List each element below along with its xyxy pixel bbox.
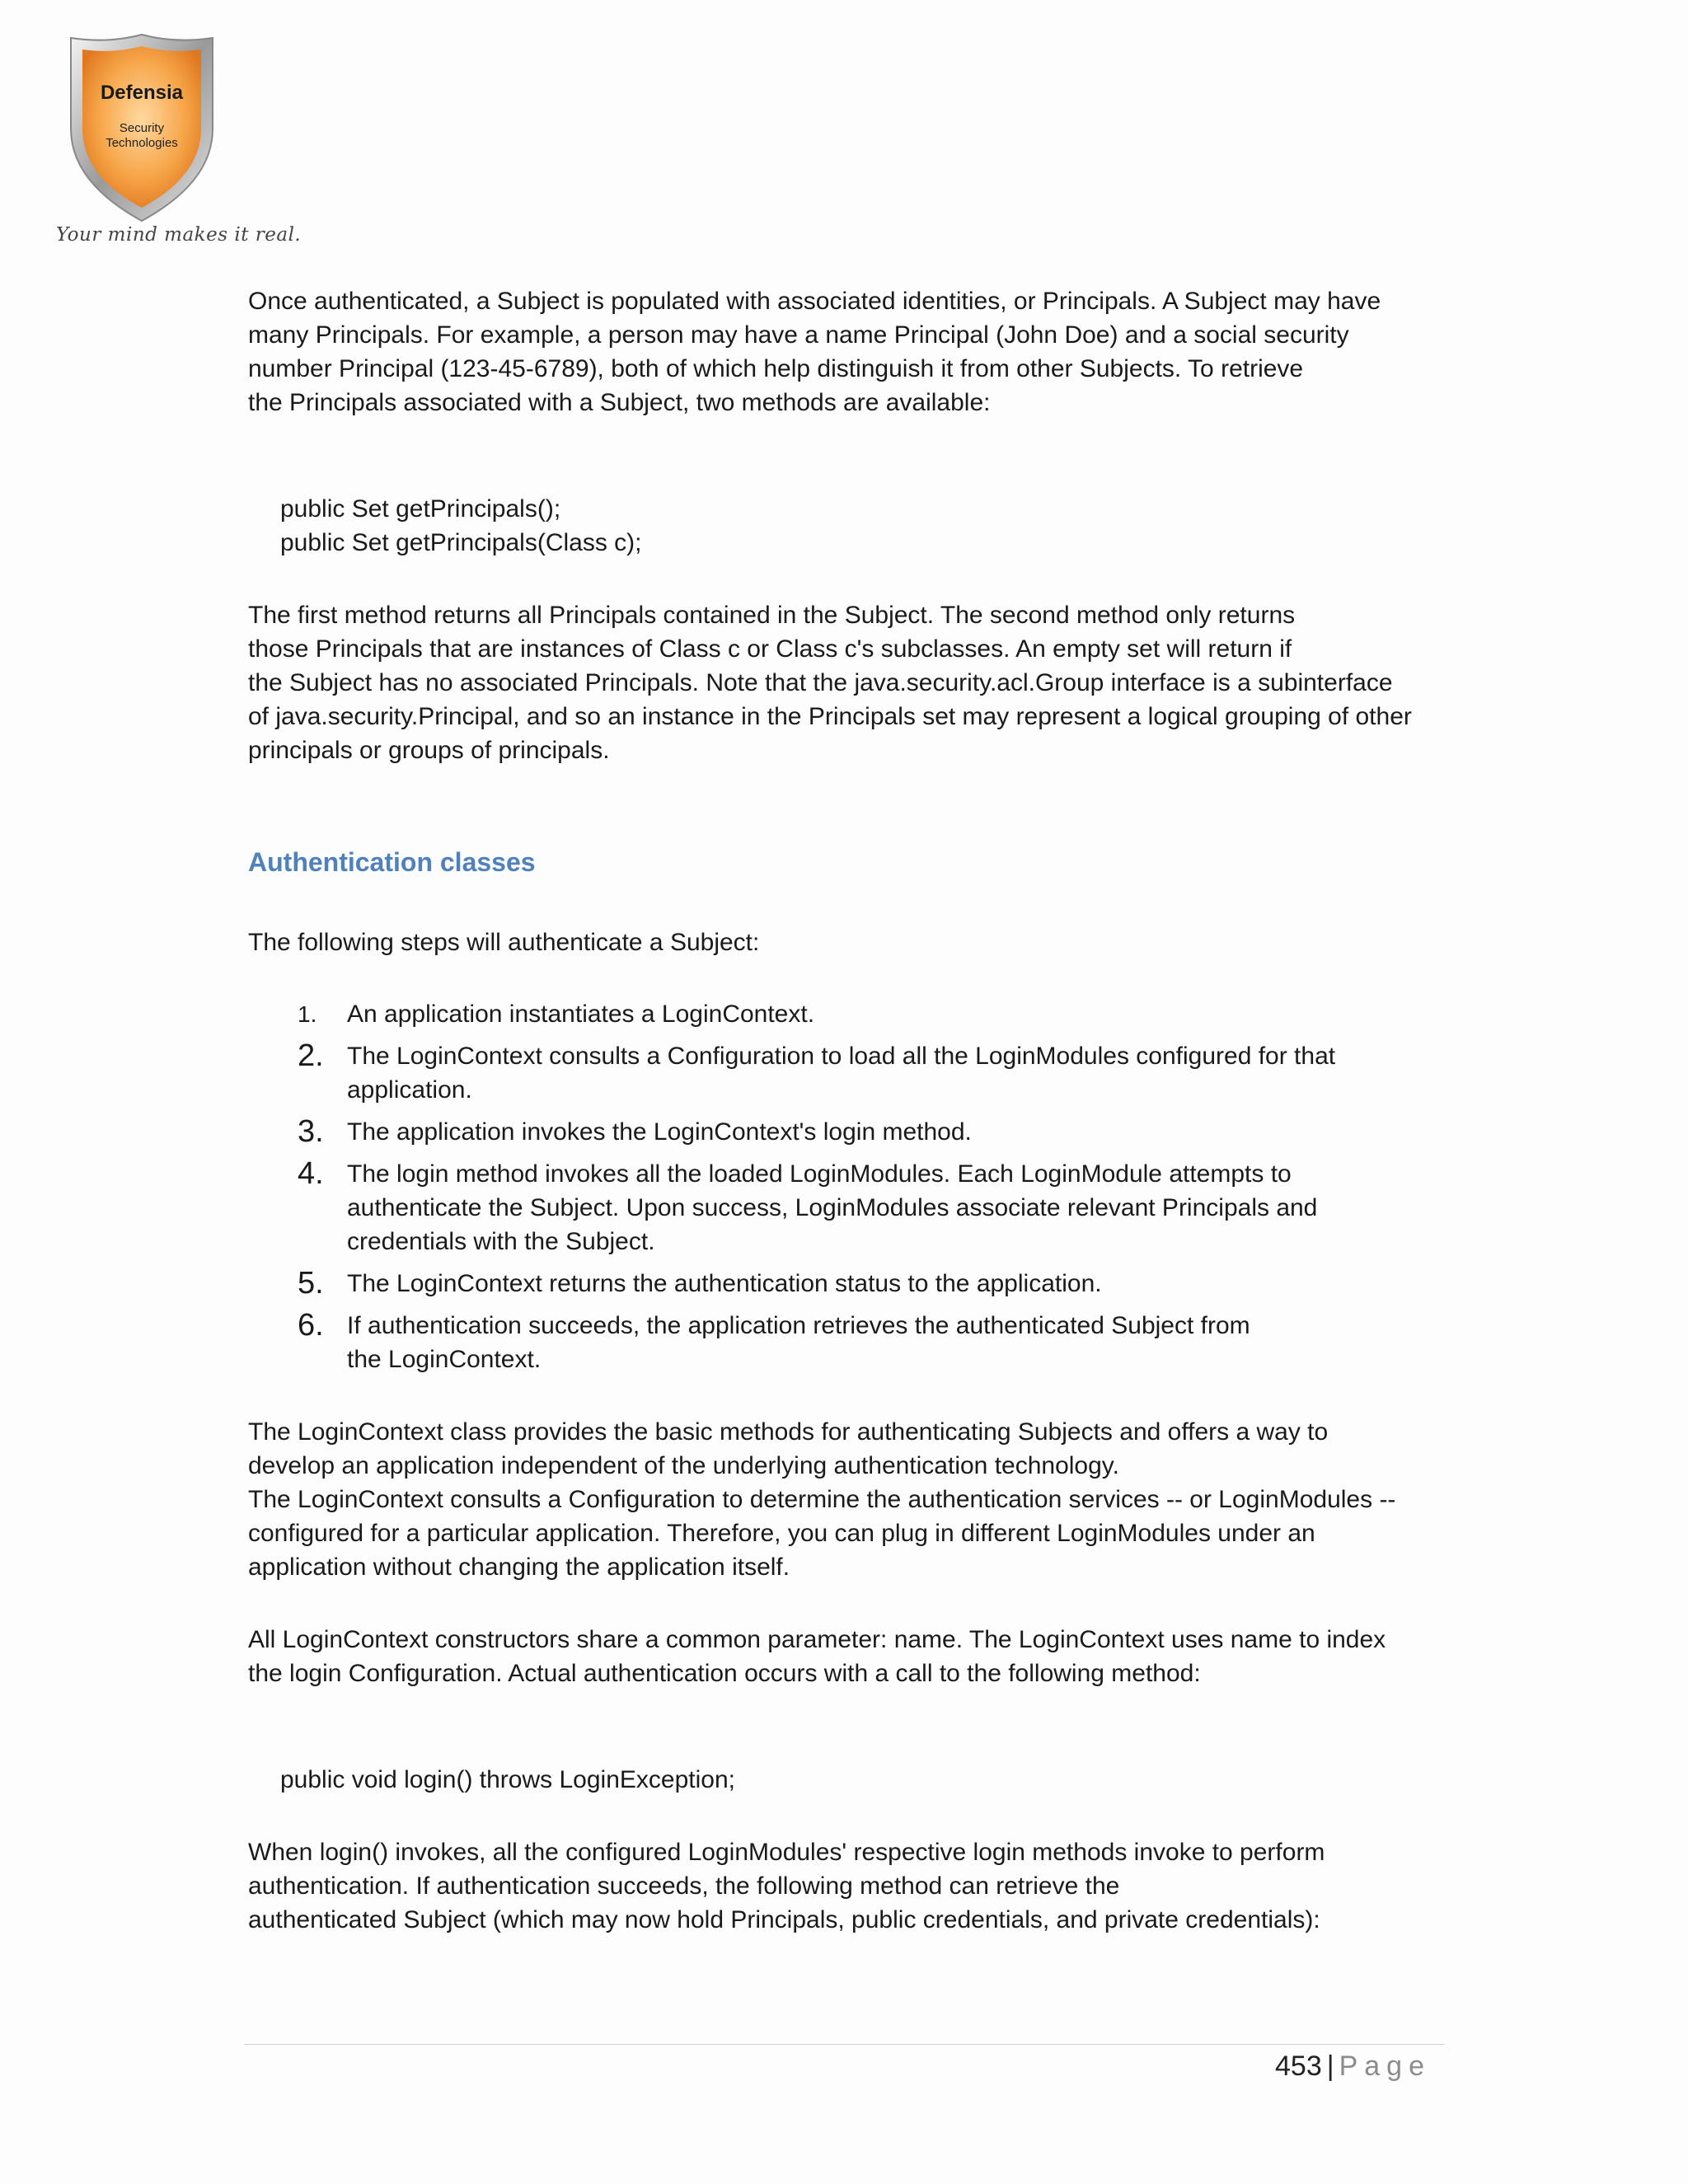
text-line: The LoginContext class provides the basic methods for authenticating Subjects and offers a way to: [248, 1418, 1329, 1446]
page-content: [248, 284, 1451, 1937]
text-line: The login method invokes all the loaded LoginModules. Each LoginModule attempts to: [347, 1160, 1292, 1188]
list-item: [248, 1157, 1451, 1258]
code-line: public Set getPrincipals();: [280, 495, 561, 523]
steps-intro: The following steps will authenticate a Subject:: [248, 929, 760, 956]
code-line: public void login() throws LoginException;: [280, 1766, 735, 1793]
shield-icon: [59, 30, 224, 227]
logincontext-paragraph: [248, 1415, 1451, 1584]
text-line: number Principal (123-45-6789), both of which help distinguish it from other Subjects. To retrieve: [248, 355, 1304, 382]
text-line: the LoginContext.: [347, 1346, 542, 1373]
code-block-login: [248, 1763, 1451, 1797]
text-line: The LoginContext consults a Configuration to load all the LoginModules configured for that: [347, 1043, 1336, 1070]
text-line: The application invokes the LoginContext's login method.: [347, 1118, 972, 1146]
list-number: 6.: [298, 1308, 324, 1343]
constructors-paragraph: [248, 1623, 1451, 1690]
list-number: 4.: [298, 1156, 324, 1191]
footer-divider: [244, 2044, 1445, 2045]
list-number: 2.: [298, 1038, 324, 1073]
code-block-principals: [248, 492, 1451, 560]
text-line: authentication. If authentication succeeds, the following method can retrieve the: [248, 1872, 1120, 1900]
page-footer: [1275, 2050, 1431, 2083]
logo-tagline: Your mind makes it real.: [56, 224, 302, 246]
text-line: many Principals. For example, a person may have a name Principal (John Doe) and a social security: [248, 321, 1349, 349]
text-line: The LoginContext consults a Configuration to determine the authentication services -- or LoginModules --: [248, 1486, 1396, 1513]
text-line: the Subject has no associated Principals. Note that the java.security.acl.Group interface is a subinterface: [248, 669, 1393, 696]
text-line: credentials with the Subject.: [347, 1228, 655, 1255]
text-line: configured for a particular application. Therefore, you can plug in different LoginModules under an: [248, 1520, 1315, 1547]
text-line: principals or groups of principals.: [248, 737, 610, 764]
text-line: Once authenticated, a Subject is populated with associated identities, or Principals. A Subject may have: [248, 288, 1381, 315]
intro-paragraph: [248, 284, 1451, 419]
section-heading: Authentication classes: [248, 847, 536, 877]
list-number: 1.: [298, 1001, 317, 1027]
logo-brand-text: Defensia: [100, 82, 184, 104]
text-line: authenticate the Subject. Upon success, LoginModules associate relevant Principals and: [347, 1194, 1318, 1221]
text-line: authenticated Subject (which may now hold Principals, public credentials, and private credentials):: [248, 1906, 1320, 1933]
list-number: 3.: [298, 1114, 324, 1149]
logo-line2-text: Technologies: [106, 136, 178, 150]
steps-list: [248, 997, 1451, 1376]
list-item: [248, 997, 1451, 1031]
page-number: 453: [1275, 2050, 1322, 2082]
company-logo: [59, 30, 241, 252]
list-number: 5.: [298, 1266, 324, 1301]
list-item: [248, 1039, 1451, 1107]
text-line: An application instantiates a LoginContext.: [347, 1001, 815, 1028]
principals-paragraph: [248, 598, 1451, 767]
text-line: the Principals associated with a Subject, two methods are available:: [248, 389, 991, 416]
text-line: application without changing the application itself.: [248, 1554, 790, 1581]
list-item: [248, 1267, 1451, 1301]
footer-separator: |: [1326, 2050, 1334, 2082]
text-line: the login Configuration. Actual authentication occurs with a call to the following method:: [248, 1660, 1201, 1687]
text-line: application.: [347, 1076, 472, 1104]
logo-line1-text: Security: [119, 121, 165, 135]
text-line: those Principals that are instances of Class c or Class c's subclasses. An empty set will return if: [248, 635, 1292, 663]
text-line: The LoginContext returns the authentication status to the application.: [347, 1270, 1102, 1297]
text-line: The first method returns all Principals contained in the Subject. The second method only returns: [248, 602, 1296, 629]
text-line: develop an application independent of the underlying authentication technology.: [248, 1452, 1119, 1479]
text-line: of java.security.Principal, and so an instance in the Principals set may represent a logical grouping of other: [248, 703, 1412, 730]
text-line: When login() invokes, all the configured LoginModules' respective login methods invoke to perform: [248, 1839, 1325, 1866]
code-line: public Set getPrincipals(Class c);: [280, 529, 642, 556]
text-line: If authentication succeeds, the application retrieves the authenticated Subject from: [347, 1312, 1250, 1339]
page-label: Page: [1339, 2050, 1431, 2082]
login-result-paragraph: [248, 1835, 1451, 1937]
list-item: [248, 1309, 1451, 1376]
text-line: All LoginContext constructors share a common parameter: name. The LoginContext uses name to index: [248, 1626, 1386, 1653]
list-item: [248, 1115, 1451, 1149]
